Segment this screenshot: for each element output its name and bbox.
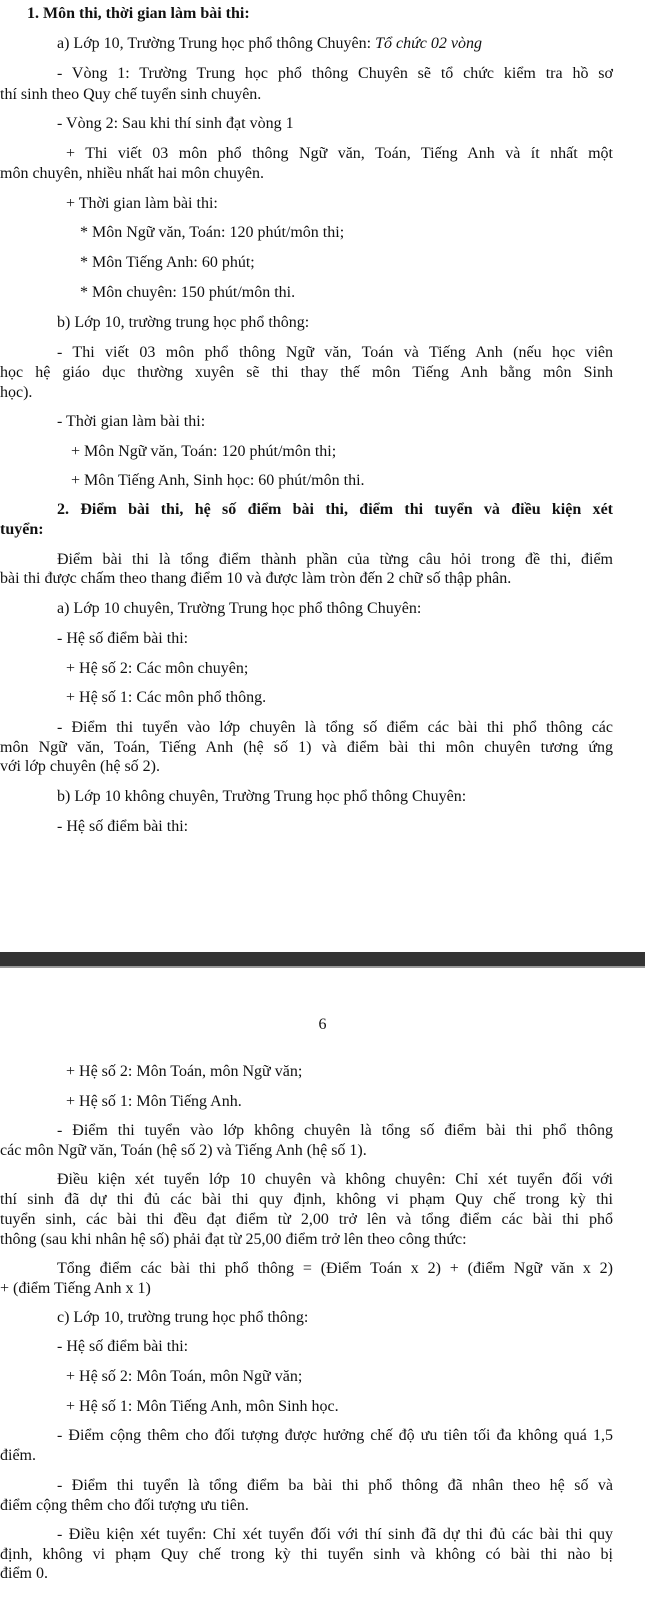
section-1-heading: 1. Môn thi, thời gian làm bài thi: (27, 5, 250, 22)
paragraph-line: + Hệ số 2: Môn Toán, môn Ngữ văn; (66, 1368, 303, 1385)
paragraph-line: a) Lớp 10 chuyên, Trường Trung học phổ thông Chuyên: (57, 600, 422, 617)
paragraph-line: - Điểm thi tuyển vào lớp chuyên là tổng số điểm các bài thi phổ thông các (57, 719, 613, 736)
section-2-heading-cont: tuyển: (0, 521, 44, 538)
paragraph-line: + Thi viết 03 môn phổ thông Ngữ văn, Toán, Tiếng Anh và ít nhất một (66, 145, 613, 162)
paragraph-line: môn Ngữ văn, Toán, Tiếng Anh (hệ số 1) và điểm bài thi môn chuyên tương ứng (0, 739, 613, 756)
paragraph-line: b) Lớp 10 không chuyên, Trường Trung học phổ thông Chuyên: (57, 788, 467, 805)
paragraph-line: - Thi viết 03 môn phổ thông Ngữ văn, Toán và Tiếng Anh (nếu học viên (57, 344, 613, 361)
paragraph-line: các môn Ngữ văn, Toán (hệ số 2) và Tiếng Anh (hệ số 1). (0, 1142, 367, 1159)
paragraph-line: thí sinh đã dự thi đủ các bài thi quy định, không vi phạm Quy chế trong kỳ thi (0, 1191, 613, 1208)
paragraph-line: điểm 0. (0, 1565, 48, 1582)
paragraph-line: định, không vi phạm Quy chế trong kỳ thi tuyển sinh và không có bài thi nào bị (0, 1546, 613, 1563)
paragraph-line: + Thời gian làm bài thi: (66, 195, 218, 212)
paragraph-line: - Thời gian làm bài thi: (57, 413, 206, 430)
paragraph-line: - Điểm thi tuyển vào lớp không chuyên là tổng số điểm bài thi phổ thông (57, 1122, 613, 1139)
paragraph-line: + Môn Tiếng Anh, Sinh học: 60 phút/môn thi. (71, 472, 365, 489)
paragraph-line: * Môn Ngữ văn, Toán: 120 phút/môn thi; (80, 224, 345, 241)
paragraph-line: * Môn chuyên: 150 phút/môn thi. (80, 284, 296, 301)
paragraph-line: + Hệ số 1: Môn Tiếng Anh, môn Sinh học. (66, 1398, 339, 1415)
paragraph-line: Điểm bài thi là tổng điểm thành phần của từng câu hỏi trong đề thi, điểm (57, 551, 613, 568)
paragraph-line: * Môn Tiếng Anh: 60 phút; (80, 254, 255, 271)
paragraph-line: học hệ giáo dục thường xuyên sẽ thi thay thế môn Tiếng Anh bằng môn Sinh (0, 364, 613, 381)
paragraph-line: tuyển sinh, các bài thi đều đạt điểm từ 2,00 trở lên và tổng điểm các bài thi phổ (0, 1211, 613, 1228)
paragraph-line: c) Lớp 10, trường trung học phổ thông: (57, 1309, 309, 1326)
paragraph-line: với lớp chuyên (hệ số 2). (0, 758, 160, 775)
paragraph-line: bài thi được chấm theo thang điểm 10 và được làm tròn đến 2 chữ số thập phân. (0, 570, 512, 587)
paragraph-line: Điều kiện xét tuyển lớp 10 chuyên và không chuyên: Chỉ xét tuyển đối với (57, 1171, 613, 1188)
paragraph-line: - Điểm thi tuyển là tổng điểm ba bài thi phổ thông đã nhân theo hệ số và (57, 1477, 613, 1494)
paragraph-line: - Điều kiện xét tuyển: Chỉ xét tuyển đối với thí sinh đã dự thi đủ các bài thi quy (57, 1526, 613, 1543)
paragraph-line: - Hệ số điểm bài thi: (57, 818, 189, 835)
page-number: 6 (318, 1016, 327, 1033)
paragraph-line: thí sinh theo Quy chế tuyển sinh chuyên. (0, 86, 262, 103)
paragraph-line: + Hệ số 1: Môn Tiếng Anh. (66, 1093, 242, 1110)
paragraph-line: - Điểm cộng thêm cho đối tượng được hưởng chế độ ưu tiên tối đa không quá 1,5 (57, 1427, 613, 1444)
section-2-heading: 2. Điểm bài thi, hệ số điểm bài thi, điểm thi tuyển và điều kiện xét (57, 501, 613, 518)
paragraph-line: - Hệ số điểm bài thi: (57, 630, 189, 647)
paragraph-line: a) Lớp 10, Trường Trung học phổ thông Chuyên: Tổ chức 02 vòng (57, 35, 482, 52)
paragraph-line: điểm. (0, 1447, 36, 1464)
page-break-separator (0, 952, 645, 966)
paragraph-line: môn chuyên, nhiều nhất hai môn chuyên. (0, 165, 264, 182)
paragraph-line: + Hệ số 1: Các môn phổ thông. (66, 689, 267, 706)
formula-line: Tổng điểm các bài thi phổ thông = (Điểm Toán x 2) + (điểm Ngữ văn x 2) (57, 1260, 613, 1277)
paragraph-line: + Hệ số 2: Môn Toán, môn Ngữ văn; (66, 1063, 303, 1080)
paragraph-line: - Hệ số điểm bài thi: (57, 1338, 189, 1355)
formula-line-cont: + (điểm Tiếng Anh x 1) (0, 1280, 151, 1297)
paragraph-line: + Môn Ngữ văn, Toán: 120 phút/môn thi; (71, 443, 337, 460)
paragraph-line: - Vòng 2: Sau khi thí sinh đạt vòng 1 (57, 115, 294, 132)
paragraph-line: điểm cộng thêm cho đối tượng ưu tiên. (0, 1497, 249, 1514)
paragraph-line: - Vòng 1: Trường Trung học phổ thông Chuyên sẽ tổ chức kiểm tra hồ sơ (57, 65, 613, 82)
paragraph-line: b) Lớp 10, trường trung học phổ thông: (57, 314, 310, 331)
paragraph-line: thông (sau khi nhân hệ số) phải đạt từ 25,00 điểm trở lên theo công thức: (0, 1231, 467, 1248)
paragraph-line: học). (0, 384, 33, 401)
paragraph-line: + Hệ số 2: Các môn chuyên; (66, 660, 249, 677)
